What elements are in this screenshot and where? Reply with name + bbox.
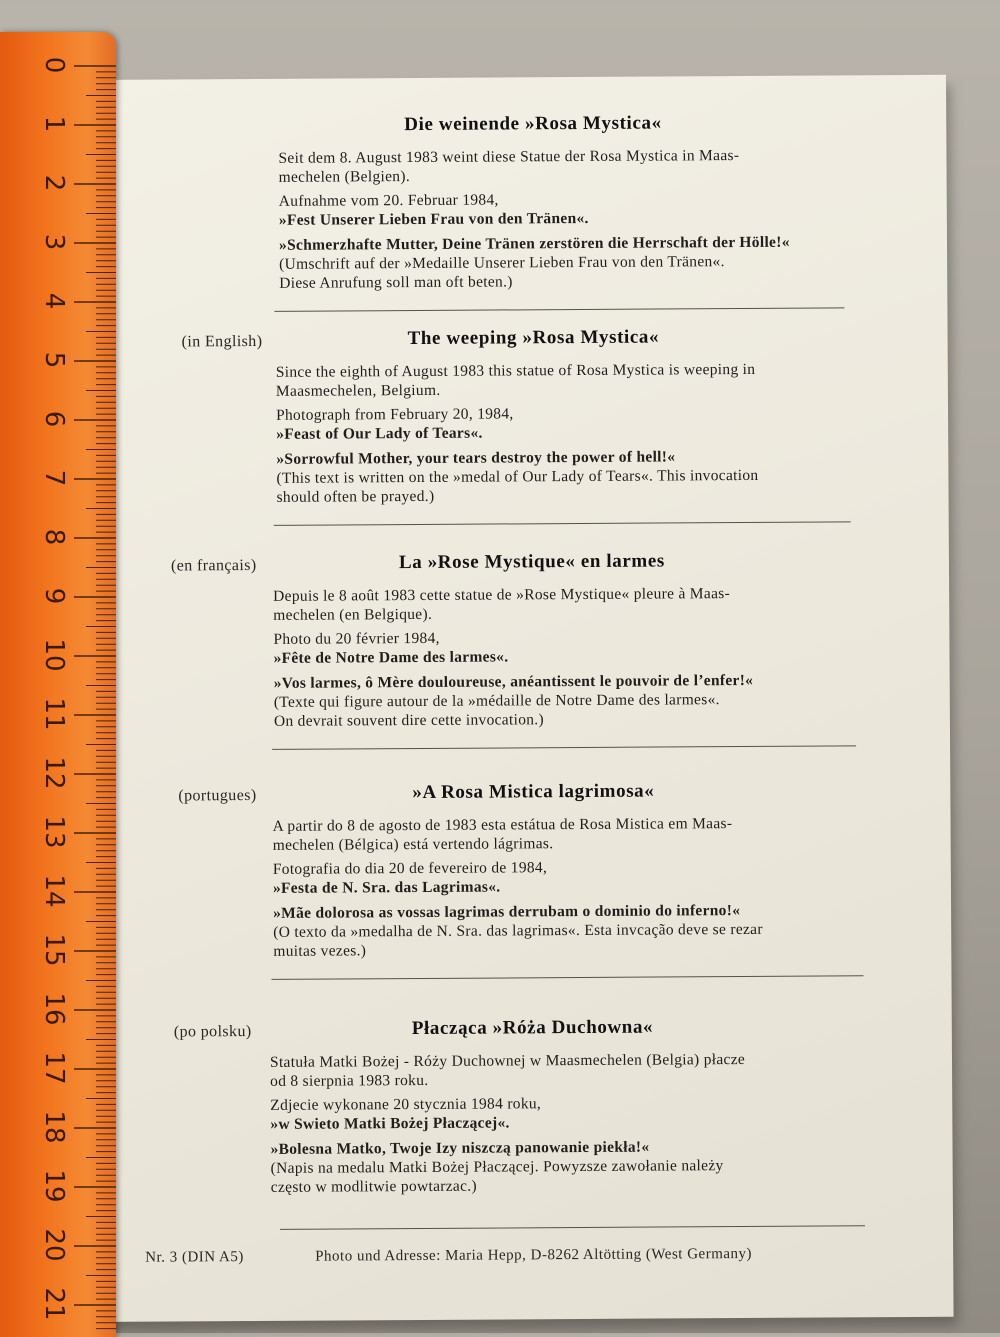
note-line: On devrait souvent dire cette invocation.) [273, 711, 544, 730]
note-line: (Umschrift auf der »Medaille Unserer Lieben Frau von den Tränen«. [279, 253, 725, 273]
intro-line: Statuła Matki Bożej - Róży Duchownej w Maasmechelen (Belgia) płacze [269, 1051, 746, 1071]
ruler-number: 12 [39, 756, 69, 790]
section-title: Płacząca »Róża Duchowna« [411, 1016, 654, 1040]
photo-paragraph [279, 190, 589, 230]
photo-paragraph [273, 858, 548, 898]
ruler-number: 1 [39, 115, 69, 133]
language-section [90, 325, 948, 506]
photo-paragraph [273, 628, 508, 667]
ruler-number: 6 [39, 410, 69, 428]
footer-address: Photo und Adresse: Maria Hepp, D-8262 Altötting (West Germany) [315, 1245, 753, 1265]
ruler-number: 7 [39, 469, 69, 487]
intro-line: mechelen (en Belgique). [273, 605, 433, 624]
ruler-number: 20 [39, 1228, 69, 1262]
intro-line: Maasmechelen, Belgium. [275, 381, 441, 400]
language-section [88, 111, 946, 292]
note-line: często w modlitwie powtarzac.) [270, 1177, 477, 1196]
note-line: (This text is written on the »medal of Our Lady of Tears«. This invocation [276, 466, 759, 487]
ruler-number: 8 [39, 528, 69, 546]
feast-name: »Festa de N. Sra. das Lagrimas«. [272, 878, 501, 897]
photo-paragraph [276, 404, 514, 443]
ruler-number: 9 [39, 587, 69, 605]
section-divider [274, 521, 851, 526]
language-section [94, 1015, 952, 1196]
section-title: Die weinende »Rosa Mystica« [404, 112, 662, 136]
intro-paragraph [273, 814, 733, 855]
photo-date: Photograph from February 20, 1984, [276, 405, 514, 424]
section-title: »A Rosa Mistica lagrimosa« [412, 780, 655, 804]
note-line: (Napis na medalu Matki Bożej Płaczącej. Powyzsze zawołanie należy [270, 1157, 724, 1177]
intro-line: od 8 sierpnia 1983 roku. [270, 1071, 429, 1090]
ruler-number: 19 [39, 1169, 69, 1203]
footer-edition: Nr. 3 (DIN A5) [145, 1249, 244, 1266]
ruler [0, 32, 116, 1337]
note-line: muitas vezes.) [273, 942, 367, 960]
prayer-paragraph [274, 671, 754, 731]
prayer-text: »Bolesna Matko, Twoje Izy niszczą panowanie piekła!« [270, 1138, 650, 1158]
footer-rule [280, 1225, 865, 1230]
ruler-number: 18 [39, 1110, 69, 1144]
note-line: (O texto da »medalha de N. Sra. das lagrimas«. Esta invcação deve se rezar [273, 920, 763, 941]
photo-paragraph [270, 1094, 541, 1134]
photo-date: Photo du 20 février 1984, [273, 629, 440, 648]
ruler-number: 15 [39, 933, 69, 967]
intro-line: Depuis le 8 août 1983 cette statue de »Rose Mystique« pleure à Maas- [273, 585, 731, 605]
language-label: (in English) [181, 332, 263, 351]
section-title: La »Rose Mystique« en larmes [398, 550, 665, 574]
language-label: (en français) [170, 556, 257, 575]
intro-paragraph [278, 146, 739, 187]
prayer-text: »Vos larmes, ô Mère douloureuse, anéantissent le pouvoir de l’enfer!« [273, 671, 754, 692]
ruler-number: 0 [39, 56, 69, 74]
ruler-number: 17 [39, 1051, 69, 1085]
intro-line: Since the eighth of August 1983 this statue of Rosa Mystica is weeping in [275, 360, 756, 381]
photo-date: Zdjecie wykonane 20 stycznia 1984 roku, [270, 1095, 542, 1114]
note-line: Diese Anrufung soll man oft beten.) [279, 273, 513, 292]
section-divider [271, 975, 863, 980]
intro-paragraph [273, 584, 730, 625]
feast-name: »Fest Unserer Lieben Frau von den Tränen«. [278, 209, 589, 229]
section-title: The weeping »Rosa Mystica« [407, 326, 660, 350]
ruler-number: 10 [39, 638, 69, 672]
intro-line: mechelen (Bélgica) está vertendo lágrimas. [272, 835, 554, 854]
ruler-number: 4 [39, 292, 69, 310]
photo-date: Aufnahme vom 20. Februar 1984, [278, 191, 499, 210]
prayer-text: »Schmerzhafte Mutter, Deine Tränen zerstören die Herrschaft der Hölle!« [278, 233, 790, 254]
prayer-paragraph [270, 1137, 723, 1197]
prayer-paragraph [273, 901, 763, 961]
section-divider [272, 745, 856, 750]
feast-name: »Feast of Our Lady of Tears«. [276, 424, 483, 443]
intro-line: mechelen (Belgien). [278, 168, 411, 186]
prayer-paragraph [276, 447, 758, 507]
ruler-number: 14 [39, 874, 69, 908]
language-section [92, 779, 950, 960]
section-divider [274, 307, 844, 311]
language-section [91, 549, 949, 730]
feast-name: »w Swieto Matki Bożej Płaczącej«. [270, 1114, 510, 1133]
sections-container [88, 75, 946, 1196]
prayer-card [88, 75, 954, 1322]
ruler-number: 13 [39, 815, 69, 849]
feast-name: »Fête de Notre Dame des larmes«. [273, 648, 509, 667]
ruler-number: 21 [39, 1287, 69, 1321]
prayer-text: »Mãe dolorosa as vossas lagrimas derrubam o dominio do inferno!« [273, 902, 741, 922]
ruler-number: 2 [39, 174, 69, 192]
intro-line: A partir do 8 de agosto de 1983 esta estátua de Rosa Mistica em Maas- [272, 815, 733, 835]
intro-line: Seit dem 8. August 1983 weint diese Statue der Rosa Mystica in Maas- [278, 147, 740, 167]
note-line: should often be prayed.) [276, 487, 435, 506]
intro-paragraph [270, 1050, 745, 1091]
prayer-text: »Sorrowful Mother, your tears destroy the power of hell!« [276, 448, 676, 468]
language-label: (portugues) [178, 786, 257, 805]
intro-paragraph [276, 360, 756, 401]
prayer-paragraph [279, 233, 790, 293]
ruler-number: 11 [39, 697, 69, 731]
ruler-number: 16 [39, 992, 69, 1026]
ruler-number: 5 [39, 351, 69, 369]
ruler-number: 3 [39, 233, 69, 251]
note-line: (Texte qui figure autour de la »médaille de Notre Dame des larmes«. [273, 691, 720, 711]
photo-date: Fotografia do dia 20 de fevereiro de 1984, [272, 859, 548, 878]
language-label: (po polsku) [173, 1023, 252, 1041]
